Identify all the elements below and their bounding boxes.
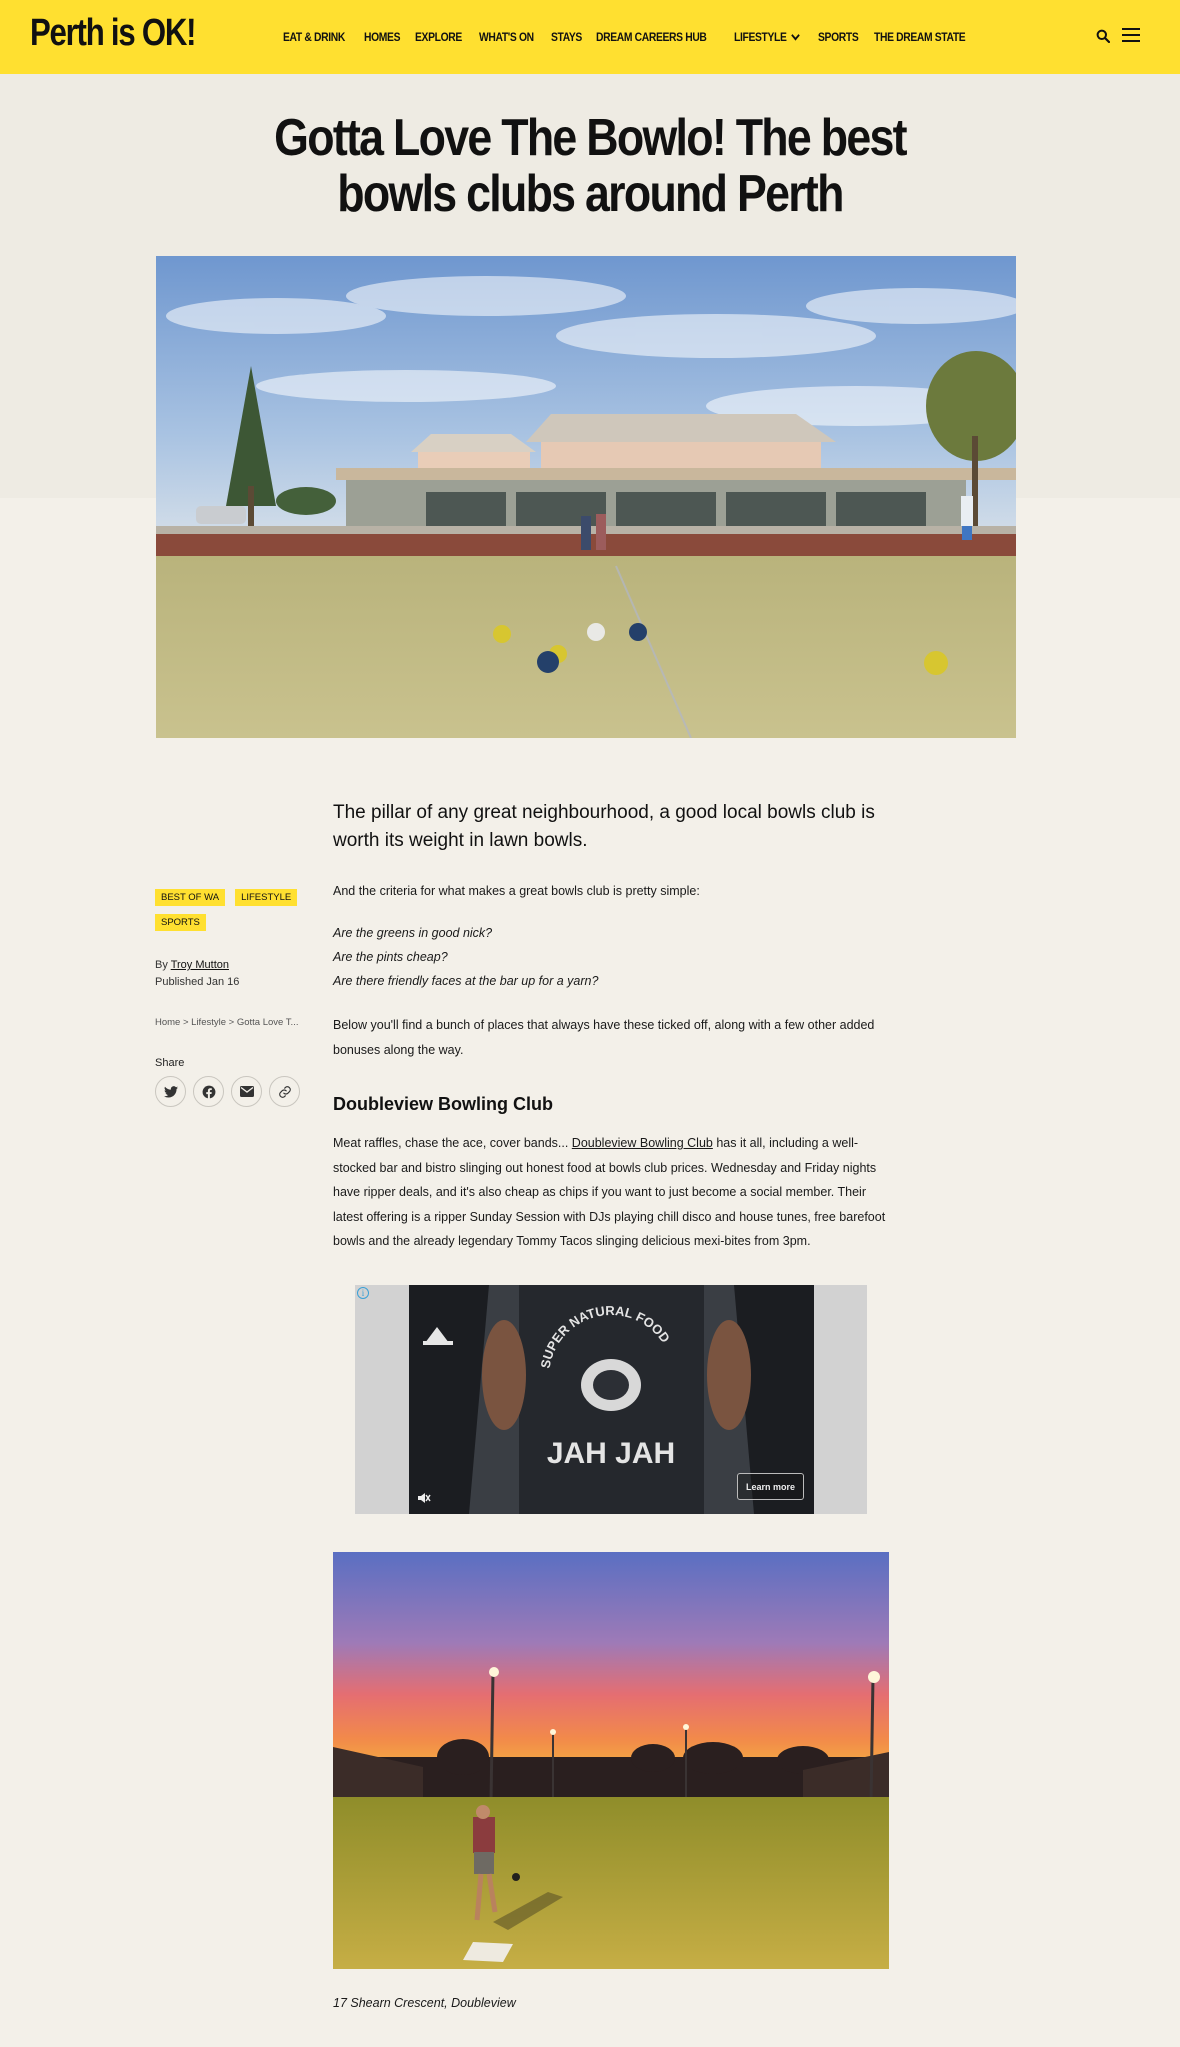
nav-whats-on[interactable]: WHAT'S ON (478, 30, 534, 44)
author-link[interactable]: Troy Mutton (170, 959, 229, 971)
share-label: Share (155, 1057, 185, 1069)
doubleview-bowling-club-link[interactable]: Doubleview Bowling Club (571, 1136, 713, 1150)
nav-stays[interactable]: STAYS (551, 30, 583, 44)
section-heading-doubleview: Doubleview Bowling Club (333, 1094, 553, 1114)
article-intro: The pillar of any great neighbourhood, a good local bowls club is worth its weight in lawn bowls. (333, 802, 875, 851)
nav-homes[interactable]: HOMES (364, 30, 401, 44)
chevron-down-icon (791, 30, 800, 40)
facebook-share-button[interactable] (193, 1076, 224, 1107)
article-title (160, 110, 1020, 222)
mute-icon[interactable] (417, 1491, 431, 1505)
nav-sports[interactable]: SPORTS (817, 30, 859, 44)
byline (155, 957, 239, 991)
facebook-icon (202, 1085, 216, 1099)
twitter-icon (164, 1086, 178, 1098)
main-nav (283, 0, 970, 74)
photo-caption: 17 Shearn Crescent, Doubleview (333, 1996, 516, 2010)
learn-more-button[interactable]: Learn more (737, 1473, 804, 1500)
article-paragraph-1: And the criteria for what makes a great bowls club is pretty simple: (333, 884, 700, 898)
site-logo[interactable]: Perth is OK! (30, 12, 196, 54)
hero-image-bowling-green (156, 256, 1016, 738)
share-buttons (155, 1076, 300, 1107)
tag-list (155, 889, 305, 931)
criteria-item-1: Are the greens in good nick? (333, 926, 493, 940)
author-line (155, 957, 239, 974)
hamburger-menu-icon[interactable] (1122, 28, 1140, 42)
shirt-arc-text (538, 1303, 673, 1370)
by-prefix: By (155, 959, 171, 971)
photo-sunset-bowls (333, 1552, 889, 1969)
nav-eat-drink[interactable]: EAT & DRINK (283, 30, 345, 44)
article-paragraph-2: Below you'll find a bunch of places that always have these ticked off, along with a few other added bonuses along the way. (333, 1018, 875, 1057)
tag-sports[interactable]: SPORTS (155, 914, 206, 931)
ad-video[interactable] (409, 1285, 814, 1514)
email-icon (240, 1086, 254, 1097)
advertisement[interactable] (355, 1285, 867, 1514)
tag-lifestyle[interactable]: LIFESTYLE (235, 889, 297, 906)
copy-link-button[interactable] (269, 1076, 300, 1107)
nav-the-dream-state[interactable]: THE DREAM STATE (873, 30, 966, 44)
criteria-item-2: Are the pints cheap? (333, 950, 448, 964)
search-icon[interactable] (1096, 29, 1110, 43)
published-date: Published Jan 16 (155, 976, 240, 988)
shirt-text: JAH JAH (546, 1437, 676, 1470)
section-text-before-link: Meat raffles, chase the ace, cover bands... (333, 1136, 572, 1150)
ad-info-icon[interactable]: i (357, 1287, 369, 1299)
nav-dream-careers-hub[interactable]: DREAM CAREERS HUB (596, 30, 707, 44)
article-title-text: Gotta Love The Bowlo! The best bowls clubs around Perth (274, 109, 906, 223)
shirt-arc-textpath: SUPER NATURAL FOOD (537, 1302, 674, 1370)
nav-explore[interactable]: EXPLORE (415, 30, 462, 44)
nav-lifestyle[interactable] (734, 30, 799, 44)
section-paragraph-doubleview (333, 1131, 893, 1254)
nav-lifestyle-label: LIFESTYLE (733, 30, 787, 44)
section-text-after-link: has it all, including a well-stocked bar and bistro slinging out honest food at bowls club prices. Wednesday and Friday nights have ripper deals, and it's also cheap as chips if you want to just become a social member. Their latest offering is a ripper Sunday Session with DJs playing chill disco and house tunes, free barefoot bowls and the already legendary Tommy Tacos slinging delicious mexi-bites from 3pm. (333, 1136, 886, 1248)
site-header (0, 0, 1180, 74)
link-icon (278, 1085, 292, 1099)
twitter-share-button[interactable] (155, 1076, 186, 1107)
breadcrumb[interactable]: Home > Lifestyle > Gotta Love T... (155, 1017, 299, 1028)
criteria-item-3: Are there friendly faces at the bar up for a yarn? (333, 974, 599, 988)
tag-best-of-wa[interactable]: BEST OF WA (155, 889, 225, 906)
email-share-button[interactable] (231, 1076, 262, 1107)
